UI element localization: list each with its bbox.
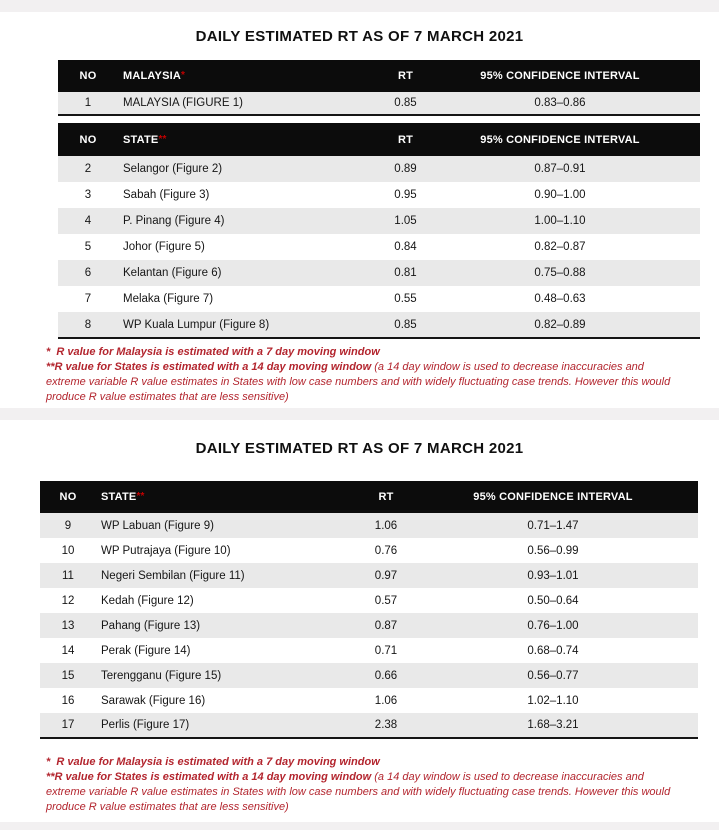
footnote-line-2-bold: **R value for States is estimated with a 14 day moving window (46, 771, 375, 783)
table-row (58, 208, 700, 234)
cell-ci: 1.68–3.21 (456, 713, 698, 738)
cell-no: 13 (40, 613, 96, 638)
header-state (96, 481, 316, 513)
cell-no: 7 (84, 293, 92, 305)
state-table-1-body (58, 156, 700, 338)
footnote-asterisk: ** (158, 133, 167, 145)
header-confidence-interval: 95% CONFIDENCE INTERVAL (468, 60, 700, 92)
header-state-label: STATE (101, 491, 137, 503)
table-row (40, 688, 698, 713)
cell-rt: 0.76 (374, 544, 398, 557)
cell-name: Johor (Figure 5) (123, 241, 205, 253)
footnote-line-2-rest: (a 14 day window is used to decrease inaccuracies and extreme variable R value estimates in States with low case numbers and with widely fluctuating case trends. However this would produce R value estimates that are less sensitive) (46, 771, 671, 813)
report-page-2 (0, 420, 719, 822)
table-row (40, 713, 698, 738)
table-row (40, 513, 698, 538)
cell-rt: 1.06 (374, 694, 398, 707)
cell-no: 15 (40, 663, 96, 688)
cell-no: 1 (58, 92, 118, 115)
cell-no: 9 (40, 513, 96, 538)
footnote-line-2-bold: **R value for States is estimated with a 14 day moving window (46, 361, 375, 373)
state-rt-table-2 (40, 481, 698, 739)
table-row (40, 613, 698, 638)
cell-no: 14 (61, 644, 75, 657)
cell-name: Selangor (Figure 2) (118, 156, 343, 182)
cell-name: MALAYSIA (FIGURE 1) (118, 92, 343, 115)
cell-name: WP Labuan (Figure 9) (96, 513, 316, 538)
cell-ci: 0.82–0.87 (534, 241, 586, 253)
cell-rt: 0.85 (343, 92, 468, 115)
cell-rt: 0.81 (343, 260, 468, 286)
cell-ci: 0.48–0.63 (534, 293, 586, 305)
footnote-block (46, 755, 680, 815)
cell-rt: 0.85 (343, 312, 468, 338)
header-rt: RT (343, 123, 468, 156)
header-no: NO (58, 123, 118, 156)
cell-name: WP Putrajaya (Figure 10) (101, 544, 231, 557)
cell-no: 8 (58, 312, 118, 338)
table-header-row (58, 123, 700, 156)
cell-name: Kedah (Figure 12) (101, 594, 194, 607)
cell-ci: 0.76–1.00 (456, 613, 698, 638)
footnote-asterisk: ** (136, 491, 145, 502)
cell-no: 17 (40, 713, 96, 738)
cell-ci: 0.93–1.01 (456, 563, 698, 588)
table-row (40, 663, 698, 688)
cell-no: 10 (61, 544, 75, 557)
cell-no: 16 (61, 694, 75, 707)
header-state-label: STATE (123, 133, 159, 146)
header-malaysia (118, 60, 343, 92)
table-row (58, 286, 700, 312)
cell-ci: 0.90–1.00 (534, 189, 586, 201)
table-header-row (40, 481, 698, 513)
cell-no: 4 (58, 208, 118, 234)
malaysia-rt-table (58, 60, 700, 116)
page-title: DAILY ESTIMATED RT AS OF 7 MARCH 2021 (195, 440, 524, 457)
cell-ci: 1.02–1.10 (527, 694, 579, 707)
table-row (40, 538, 698, 563)
cell-name: Perlis (Figure 17) (96, 713, 316, 738)
page-separator-strip (0, 408, 719, 420)
table-row (40, 563, 698, 588)
cell-rt: 2.38 (316, 713, 456, 738)
table-row (58, 182, 700, 208)
cell-rt: 0.71 (374, 644, 398, 657)
header-no: NO (40, 481, 96, 513)
footnote-asterisk: * (181, 70, 186, 81)
state-rt-table-1 (58, 123, 700, 339)
cell-rt: 0.95 (394, 189, 417, 201)
cell-name: Pahang (Figure 13) (96, 613, 316, 638)
table-row (58, 260, 700, 286)
cell-name: Perak (Figure 14) (101, 644, 191, 657)
bottom-margin-strip (0, 822, 719, 830)
cell-no: 3 (84, 189, 92, 201)
cell-ci: 0.68–0.74 (527, 644, 579, 657)
table-row (58, 312, 700, 338)
header-state (118, 123, 343, 156)
cell-no: 11 (40, 563, 96, 588)
cell-ci: 0.56–0.77 (456, 663, 698, 688)
cell-name: WP Kuala Lumpur (Figure 8) (118, 312, 343, 338)
footnote-line-1: * R value for Malaysia is estimated with a 7 day moving window (46, 756, 380, 768)
table-row (58, 156, 700, 182)
cell-ci: 1.00–1.10 (468, 208, 700, 234)
cell-name: Kelantan (Figure 6) (118, 260, 343, 286)
cell-ci: 0.82–0.89 (468, 312, 700, 338)
cell-name: P. Pinang (Figure 4) (118, 208, 343, 234)
table-row (40, 638, 698, 663)
cell-ci: 0.87–0.91 (468, 156, 700, 182)
cell-no: 5 (84, 241, 92, 253)
footnote-line-1: * R value for Malaysia is estimated with a 7 day moving window (46, 346, 380, 358)
cell-ci: 0.75–0.88 (468, 260, 700, 286)
header-malaysia-label: MALAYSIA (123, 70, 182, 82)
table-row (58, 234, 700, 260)
cell-rt: 1.05 (343, 208, 468, 234)
cell-name: Melaka (Figure 7) (123, 293, 214, 305)
top-margin-strip (0, 0, 719, 12)
cell-no: 6 (58, 260, 118, 286)
page-title: DAILY ESTIMATED RT AS OF 7 MARCH 2021 (195, 28, 524, 45)
cell-rt: 0.57 (374, 594, 398, 607)
table-header-row (58, 60, 700, 92)
cell-rt: 0.97 (316, 563, 456, 588)
cell-ci: 0.56–0.99 (527, 544, 579, 557)
header-confidence-interval: 95% CONFIDENCE INTERVAL (456, 481, 698, 513)
cell-rt: 0.89 (343, 156, 468, 182)
cell-rt: 0.84 (394, 241, 417, 253)
footnote-block (46, 345, 680, 405)
cell-name: Sarawak (Figure 16) (101, 694, 206, 707)
header-rt: RT (343, 60, 468, 92)
header-rt: RT (316, 481, 456, 513)
cell-ci: 0.83–0.86 (468, 92, 700, 115)
footnote-line-2 (46, 770, 680, 815)
cell-rt: 0.55 (394, 293, 417, 305)
cell-name: Terengganu (Figure 15) (96, 663, 316, 688)
header-confidence-interval: 95% CONFIDENCE INTERVAL (468, 123, 700, 156)
cell-no: 2 (58, 156, 118, 182)
cell-rt: 0.66 (316, 663, 456, 688)
header-no: NO (58, 60, 118, 92)
malaysia-table-body (58, 92, 700, 115)
cell-ci: 0.71–1.47 (456, 513, 698, 538)
cell-rt: 1.06 (316, 513, 456, 538)
cell-ci: 0.50–0.64 (527, 594, 579, 607)
footnote-line-2 (46, 360, 680, 405)
table-row (58, 92, 700, 115)
table-row (40, 588, 698, 613)
cell-rt: 0.87 (316, 613, 456, 638)
cell-name: Negeri Sembilan (Figure 11) (96, 563, 316, 588)
cell-no: 12 (61, 594, 75, 607)
state-table-2-body (40, 513, 698, 738)
cell-name: Sabah (Figure 3) (123, 189, 210, 201)
report-page-1 (0, 12, 719, 408)
footnote-line-2-rest: (a 14 day window is used to decrease inaccuracies and extreme variable R value estimates in States with low case numbers and with widely fluctuating case trends. However this would produce R value estimates that are less sensitive) (46, 361, 671, 403)
